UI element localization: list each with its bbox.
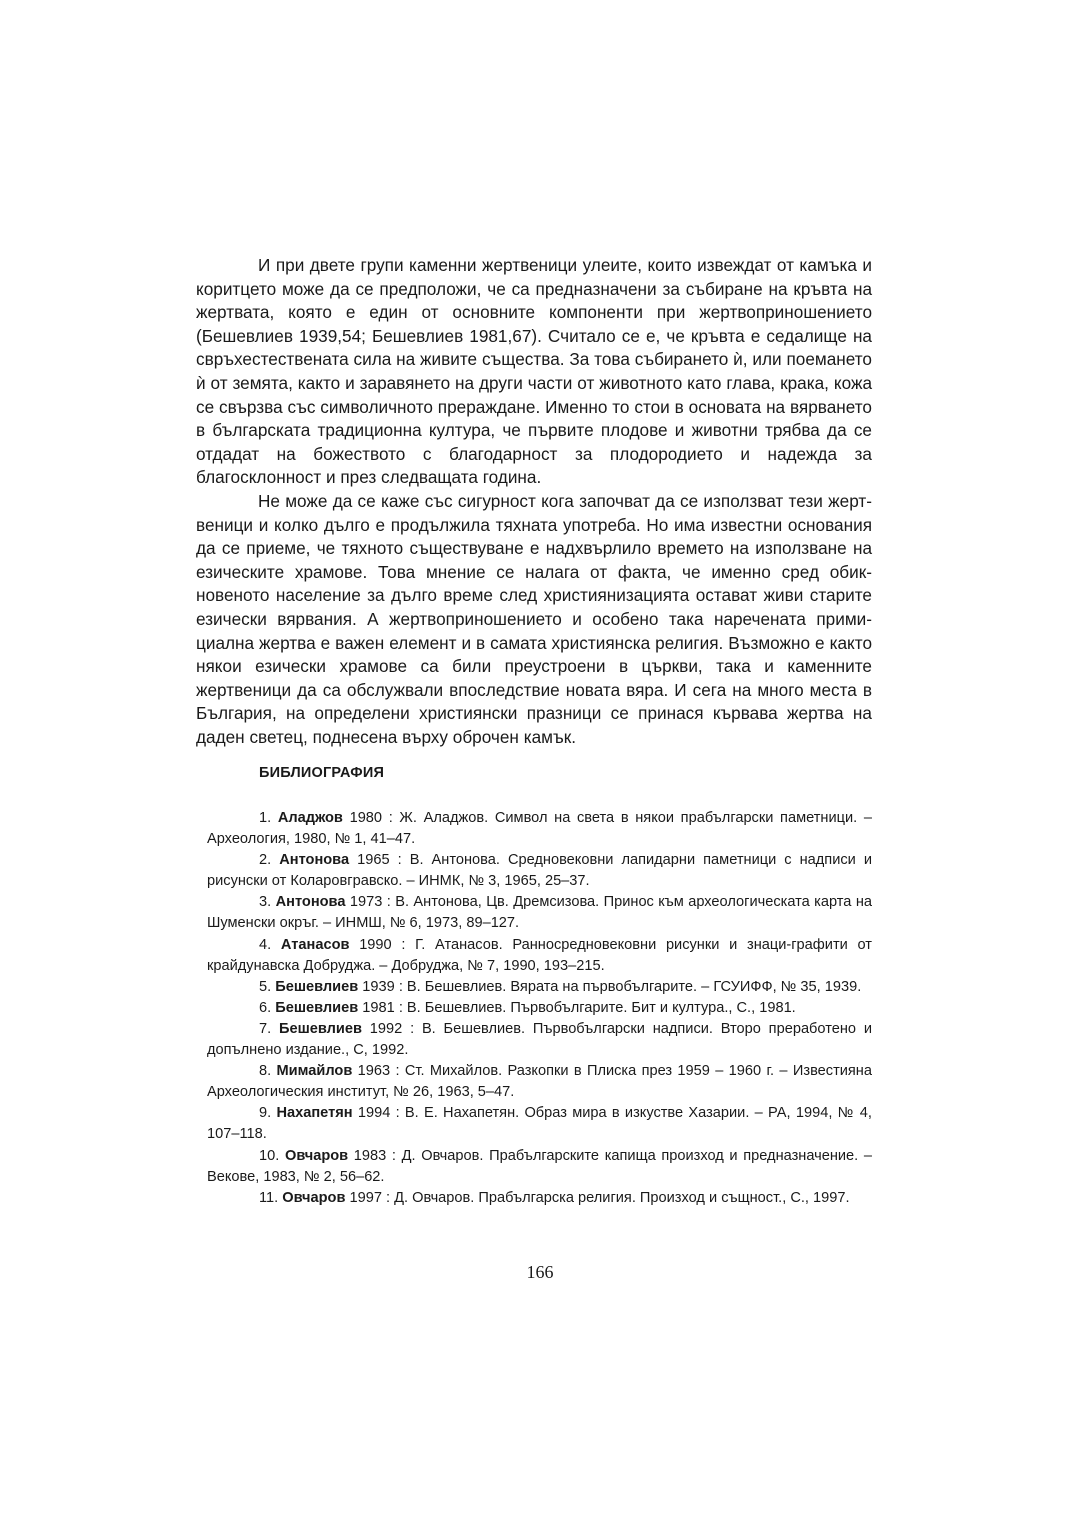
entry-text: 1939 : В. Бешевлиев. Вярата на първобългарите. – ГСУИФФ, № 35, 1939. [362,978,862,995]
bibliography-entry [207,935,872,977]
entry-text: 1997 : Д. Овчаров. Прабългарска религия. Произход и същност., С., 1997. [349,1189,850,1206]
bibliography-entry [207,892,872,934]
bibliography-entry [207,1061,872,1103]
entry-number: 9. [259,1105,272,1122]
entry-text: 1965 : В. Антонова. Средновековни лапидарни паметници с надписи и рисунски от Коларовгравско. – ИНМК, № 3, 1965, 25–37. [207,852,872,890]
entry-author: Антонова [275,894,346,911]
entry-text: 1983 : Д. Овчаров. Прабългарските капища произход и предназначение. – Векове, 1983, № 2, 56–62. [207,1147,873,1185]
entry-text: 1994 : В. Е. Нахапетян. Образ мира в изкустве Хазарии. – РА, 1994, № 4, 107–118. [207,1105,872,1143]
entry-number: 7. [259,1020,272,1037]
entry-author: Бешевлиев [275,978,359,995]
entry-number: 3. [259,894,272,911]
page-number: 166 [526,1262,554,1282]
bibliography-entry [207,998,872,1019]
entry-number: 11. [259,1189,279,1206]
bibliography-entry [207,850,872,892]
entry-number: 4. [259,936,272,953]
bibliography-entry [207,808,872,850]
paragraph-1: И при двете групи каменни жертвеници улеите, които извеждат от камъка и коритцето може да се предположи, че са предназначени за събиране на кръвта на жертвата, която е един от основните компоненти при жертвоприношението (Бешевлиев 1939,54; Бешевлиев 1981,67). Считало се е, че кръвта е седалище на свръхестествената сила на живите същества. За това събирането ѝ, или поемането ѝ от земята, както и заравянето на други части от животното като глава, крака, кожа се свързва със символичното прераждане. Именно то стои в основата на вярването в българската традиционна култура, че първите плодове и животни трябва да се отдадат на божеството с благодарност за плодородието и надежда за благосклонност и през следващата година. [196,255,872,488]
entry-text: 1980 : Ж. Аладжов. Символ на света в някои прабългарски паметници. – Археология, 1980, № 1, 41–47. [207,810,872,848]
entry-author: Мимайлов [276,1063,353,1080]
main-text [196,254,872,749]
entry-number: 5. [259,978,272,995]
entry-number: 8. [259,1063,272,1080]
entry-author: Атанасов [280,936,350,953]
entry-text: 1992 : В. Бешевлиев. Първобългарски надписи. Второ преработено и допълнено издание., С, 1992. [207,1020,872,1059]
bibliography-entry [207,1019,872,1061]
entry-author: Аладжов [277,810,343,826]
entry-author: Бешевлиев [275,999,359,1016]
entry-text: 1973 : В. Антонова, Цв. Дремсизова. Принос към археологическата карта на Шуменски окръг. – ИНМШ, № 6, 1973, 89–127. [207,894,873,932]
entry-number: 2. [259,852,272,869]
entry-text: 1963 : Ст. Михайлов. Разкопки в Плиска през 1959 – 1960 г. – Известияна Археологическия институт, № 26, 1963, 5–47. [207,1063,872,1101]
bibliography-entry [207,1188,872,1209]
entry-author: Овчаров [284,1147,349,1164]
entry-number: 1. [259,810,272,826]
bibliography-list [207,808,872,1209]
bibliography-entry [207,1146,872,1188]
bibliography-entry [207,977,872,998]
bibliography-entry [207,1103,872,1145]
entry-number: 10. [259,1147,280,1164]
entry-author: Овчаров [282,1189,346,1206]
entry-text: 1990 : Г. Атанасов. Ранносредновековни рисунки и знаци-графити от крайдунавска Добруджа. – Добруджа, № 7, 1990, 193–215. [207,936,872,974]
entry-author: Нахапетян [276,1105,353,1122]
entry-author: Бешевлиев [278,1020,362,1037]
entry-number: 6. [259,999,272,1016]
entry-author: Антонова [279,852,350,869]
paragraph-2: Не може да се каже със сигурност кога започват да се използват тези жертвеници и колко дълго е продължила тяхната употреба. Но има известни основания да се приеме, че тяхното съществуване е надхвърлило времето на използване на езическите храмове. Това мнение се налага от факта, че именно сред обикновеното население за дълго време след християнизацията остават живи старите езически вярвания. А жертвоприношението и особено така наречената примициална жертва е важен елемент и в самата християнска религия. Възможно е както някои езически храмове са били преустроени в църкви, така и каменните жертвеници да са обслужвали впоследствие новата вяра. И сега на много места в България, на определени християнски празници се принася кървава жертва на даден светец, поднесена върху оброчен камък. [196,490,872,747]
bibliography-heading: БИБЛИОГРАФИЯ [259,765,385,781]
entry-text: 1981 : В. Бешевлиев. Първобългарите. Бит и култура., С., 1981. [362,999,796,1016]
